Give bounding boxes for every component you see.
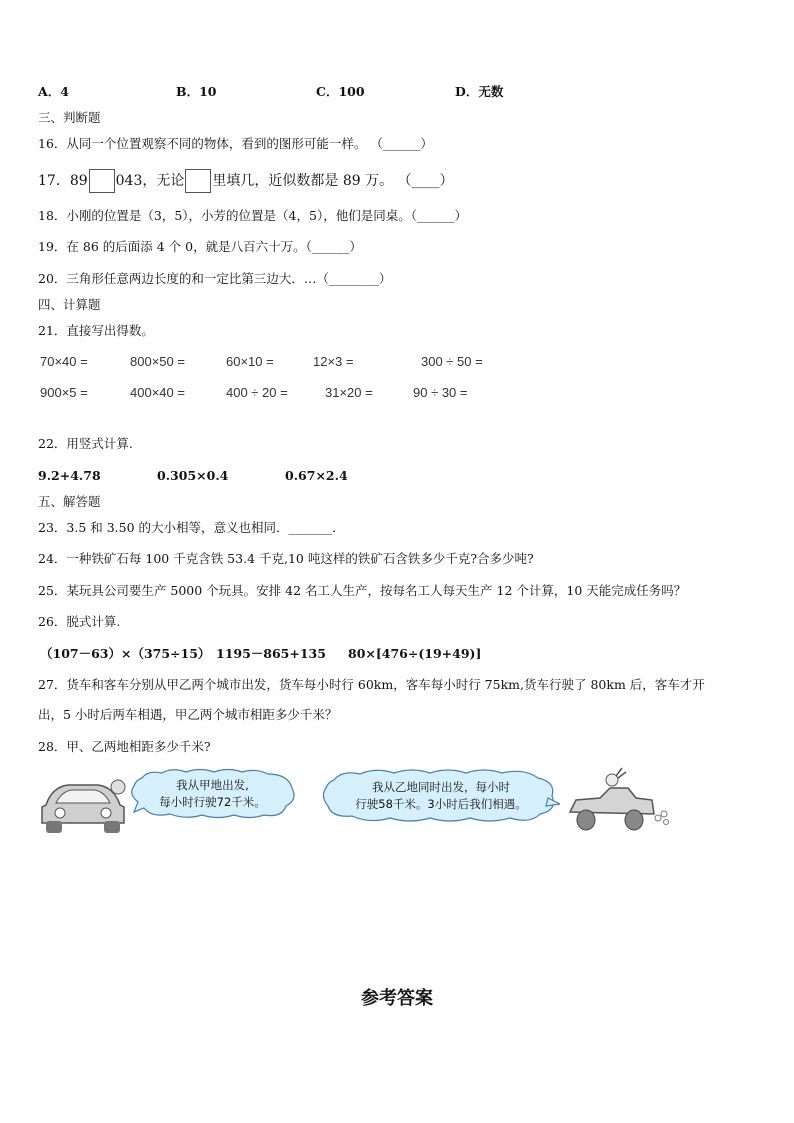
calc-item: 60×10 = bbox=[226, 354, 274, 369]
calc-item: 70×40 = bbox=[40, 354, 88, 369]
vertical-calc-item: 9.2+4.78 bbox=[38, 468, 101, 483]
bubble-left-text bbox=[140, 777, 285, 811]
calc-item: 800×50 = bbox=[130, 354, 185, 369]
calc-item: 900×5 = bbox=[40, 385, 88, 400]
section-3-heading: 三、判断题 bbox=[38, 110, 101, 125]
calc-item: 12×3 = bbox=[313, 354, 354, 369]
question-22: 22．用竖式计算. bbox=[38, 436, 133, 451]
bubble-right-line: 行驶58千米。3小时后我们相遇。 bbox=[355, 797, 527, 811]
question-18: 18．小刚的位置是（3，5），小芳的位置是（4，5），他们是同桌。（______） bbox=[38, 208, 467, 223]
option-d: D．无数 bbox=[455, 84, 504, 99]
answers-title: 参考答案 bbox=[361, 988, 433, 1009]
expression: 80×[476÷(19+49)] bbox=[348, 646, 482, 661]
question-27-line-1: 27．货车和客车分别从甲乙两个城市出发，货车每小时行 60km，客车每小时行 75km,货车行驶了 80km 后，客车才开 bbox=[38, 677, 705, 692]
q17-mid: 043，无论 bbox=[115, 173, 185, 189]
question-17 bbox=[38, 168, 454, 194]
digit-box[interactable] bbox=[89, 169, 115, 193]
question-19: 19．在 86 的后面添 4 个 0，就是八百六十万。（______） bbox=[38, 239, 362, 254]
bubble-left-line: 每小时行驶72千米。 bbox=[159, 795, 266, 809]
question-20: 20．三角形任意两边长度的和一定比第三边大．…（________） bbox=[38, 271, 392, 286]
question-21: 21．直接写出得数。 bbox=[38, 323, 154, 338]
calc-item: 400×40 = bbox=[130, 385, 185, 400]
calc-item: 300 ÷ 50 = bbox=[421, 354, 483, 369]
calc-item: 90 ÷ 30 = bbox=[413, 385, 468, 400]
option-c: C．100 bbox=[316, 84, 365, 99]
car-right-illustration bbox=[566, 766, 672, 838]
question-24: 24．一种铁矿石每 100 千克含铁 53.4 千克,10 吨这样的铁矿石含铁多少千克?合多少吨? bbox=[38, 551, 534, 566]
question-26: 26．脱式计算. bbox=[38, 614, 121, 629]
question-28: 28．甲、乙两地相距多少千米? bbox=[38, 739, 211, 754]
option-b: B．10 bbox=[176, 84, 217, 99]
question-23: 23．3.5 和 3.50 的大小相等，意义也相同．_______． bbox=[38, 520, 345, 535]
calc-item: 400 ÷ 20 = bbox=[226, 385, 288, 400]
bubble-right-text bbox=[335, 779, 547, 813]
question-25: 25．某玩具公司要生产 5000 个玩具。安排 42 名工人生产，按每名工人每天生产 12 个计算，10 天能完成任务吗？ bbox=[38, 583, 687, 598]
expression: 1195－865+135 bbox=[216, 646, 326, 661]
digit-box[interactable] bbox=[185, 169, 211, 193]
calc-item: 31×20 = bbox=[325, 385, 373, 400]
vertical-calc-item: 0.305×0.4 bbox=[157, 468, 229, 483]
question-16: 16．从同一个位置观察不同的物体，看到的图形可能一样。 （______） bbox=[38, 136, 433, 151]
section-4-heading: 四、计算题 bbox=[38, 297, 101, 312]
q17-end: 里填几，近似数都是 89 万。 （____） bbox=[212, 173, 454, 189]
option-a: A．4 bbox=[38, 84, 69, 99]
vertical-calc-item: 0.67×2.4 bbox=[285, 468, 348, 483]
expression: （107－63）×（375÷15） bbox=[40, 646, 211, 661]
bubble-left-line: 我从甲地出发, bbox=[176, 778, 249, 792]
section-5-heading: 五、解答题 bbox=[38, 494, 101, 509]
bubble-right-line: 我从乙地同时出发，每小时 bbox=[372, 780, 510, 794]
question-27-line-2: 出，5 小时后两车相遇，甲乙两个城市相距多少千米？ bbox=[38, 707, 338, 722]
car-left-illustration bbox=[38, 775, 130, 837]
q17-num: 17．89 bbox=[38, 173, 88, 189]
